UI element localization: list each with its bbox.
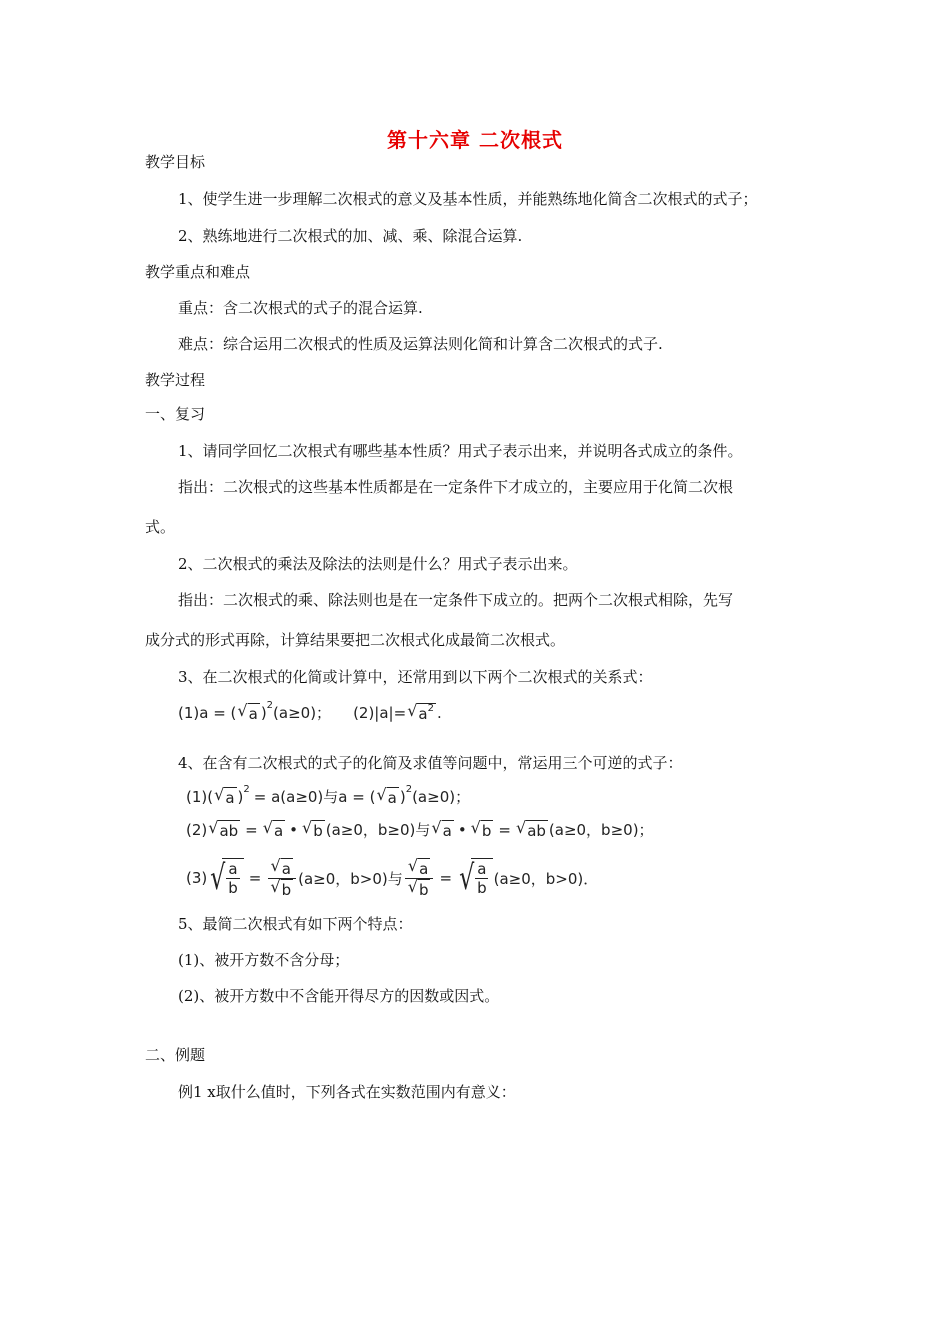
sqrt-symbol: √ a bbox=[270, 855, 291, 878]
formula-4-2-label: (2) bbox=[186, 820, 208, 839]
formula-3a-paren: ) bbox=[260, 703, 267, 722]
fraction bbox=[405, 855, 434, 899]
heading-teaching-goals: 教学目标 bbox=[145, 153, 206, 171]
fraction: $\frac{a}{b}$ bbox=[477, 860, 487, 897]
fraction: $\frac{a}{b}$ bbox=[228, 860, 238, 897]
formula-4-3-label: (3) bbox=[186, 869, 208, 887]
sqrt-symbol: √ a bbox=[376, 784, 397, 807]
formula-3 bbox=[178, 702, 442, 723]
formula-3b-end: . bbox=[436, 703, 442, 722]
simplest-feature-2: (2)、被开方数中不含能开得尽方的因数或因式。 bbox=[178, 987, 500, 1005]
sqrt-symbol: √ a 2 bbox=[407, 700, 434, 723]
formula-4-2-cond: (a≥0，b≥0)与 bbox=[325, 821, 431, 839]
formula-4-2-cond2: (a≥0，b≥0)； bbox=[548, 821, 654, 839]
simplest-feature-1: (1)、被开方数不含分母； bbox=[178, 951, 350, 969]
sqrt-symbol: √ a bbox=[214, 784, 235, 807]
page-title: 第十六章 二次根式 bbox=[387, 128, 563, 152]
formula-3a-label: (1)a = ( bbox=[178, 703, 237, 722]
sqrt-symbol: √ b bbox=[302, 817, 323, 840]
sqrt-symbol: √ $\frac{a}{b}$ bbox=[457, 858, 493, 898]
formula-4-1-label: (1)( bbox=[186, 787, 214, 806]
exponent: 2 bbox=[266, 700, 274, 711]
review-note-1: 指出：二次根式的这些基本性质都是在一定条件下才成立的，主要应用于化简二次根 bbox=[178, 478, 734, 496]
sqrt-symbol: √ a bbox=[407, 855, 429, 878]
heading-teaching-process: 教学过程 bbox=[145, 371, 206, 389]
sqrt-symbol: √ a bbox=[262, 817, 284, 840]
review-note-2-cont: 成分式的形式再除，计算结果要把二次根式化成最简二次根式。 bbox=[145, 631, 566, 649]
sqrt-symbol: √ a bbox=[237, 700, 258, 723]
radicand: a bbox=[248, 704, 258, 723]
review-item-3: 3、在二次根式的化简或计算中，还常用到以下两个二次根式的关系式： bbox=[178, 668, 653, 686]
difficulty-point: 难点：综合运用二次根式的性质及运算法则化简和计算含二次根式的式子. bbox=[178, 335, 663, 353]
formula-4-2: (2) √ ab = √ a • √ b (a≥0，b≥0)与 √ a • √ b = √ ab (a≥0，b≥0)； bbox=[186, 817, 654, 840]
radicand: a bbox=[418, 704, 428, 723]
goal-2: 2、熟练地进行二次根式的加、减、乘、除混合运算. bbox=[178, 227, 523, 245]
review-item-4: 4、在含有二次根式的式子的化简及求值等问题中，常运用三个可逆的式子： bbox=[178, 754, 683, 772]
goal-1: 1、使学生进一步理解二次根式的意义及基本性质，并能熟练地化简含二次根式的式子； bbox=[178, 190, 758, 208]
formula-4-3-end: (a≥0，b>0)． bbox=[493, 869, 599, 888]
fraction bbox=[267, 855, 296, 899]
key-point: 重点：含二次根式的式子的混合运算. bbox=[178, 299, 423, 317]
formula-4-1-end: (a≥0)； bbox=[412, 788, 471, 806]
sqrt-symbol: √ b bbox=[470, 817, 492, 840]
exponent: 2 bbox=[427, 703, 434, 714]
sqrt-symbol: √ ab bbox=[515, 817, 546, 840]
formula-3b-label: (2)|a|= bbox=[353, 703, 407, 722]
formula-4-3: (3) √ $\frac{a}{b}$ = √ a √ b (a≥0，b>0)与 √ a √ b = √ $\frac{a}{b}$ (a≥0，b>0)． bbox=[186, 855, 599, 899]
sqrt-symbol: √ b bbox=[270, 876, 292, 899]
section-examples: 二、例题 bbox=[145, 1046, 206, 1064]
review-item-5: 5、最简二次根式有如下两个特点： bbox=[178, 915, 413, 933]
sqrt-symbol: √ b bbox=[407, 876, 429, 899]
formula-3a-cond: (a≥0)； bbox=[273, 704, 332, 722]
heading-key-points: 教学重点和难点 bbox=[145, 263, 251, 281]
sqrt-symbol: √ $\frac{a}{b}$ bbox=[208, 858, 244, 898]
example-1: 例1 x取什么值时，下列各式在实数范围内有意义： bbox=[178, 1083, 516, 1101]
sqrt-symbol: √ ab bbox=[208, 817, 239, 840]
formula-4-3-cond: (a≥0，b>0)与 bbox=[298, 869, 403, 888]
section-review: 一、复习 bbox=[145, 405, 206, 423]
formula-4-1-cond: = a(a≥0)与a = ( bbox=[253, 788, 376, 806]
review-item-2: 2、二次根式的乘法及除法的法则是什么？用式子表示出来。 bbox=[178, 555, 578, 573]
formula-4-1: (1)( √ a ) 2 = a(a≥0)与a = ( √ a ) 2 (a≥0)； bbox=[186, 784, 471, 807]
sqrt-symbol: √ a bbox=[431, 817, 452, 840]
review-note-1-cont: 式。 bbox=[145, 518, 176, 536]
review-item-1: 1、请同学回忆二次根式有哪些基本性质？用式子表示出来，并说明各式成立的条件。 bbox=[178, 442, 743, 460]
review-note-2: 指出：二次根式的乘、除法则也是在一定条件下成立的。把两个二次根式相除，先写 bbox=[178, 591, 734, 609]
